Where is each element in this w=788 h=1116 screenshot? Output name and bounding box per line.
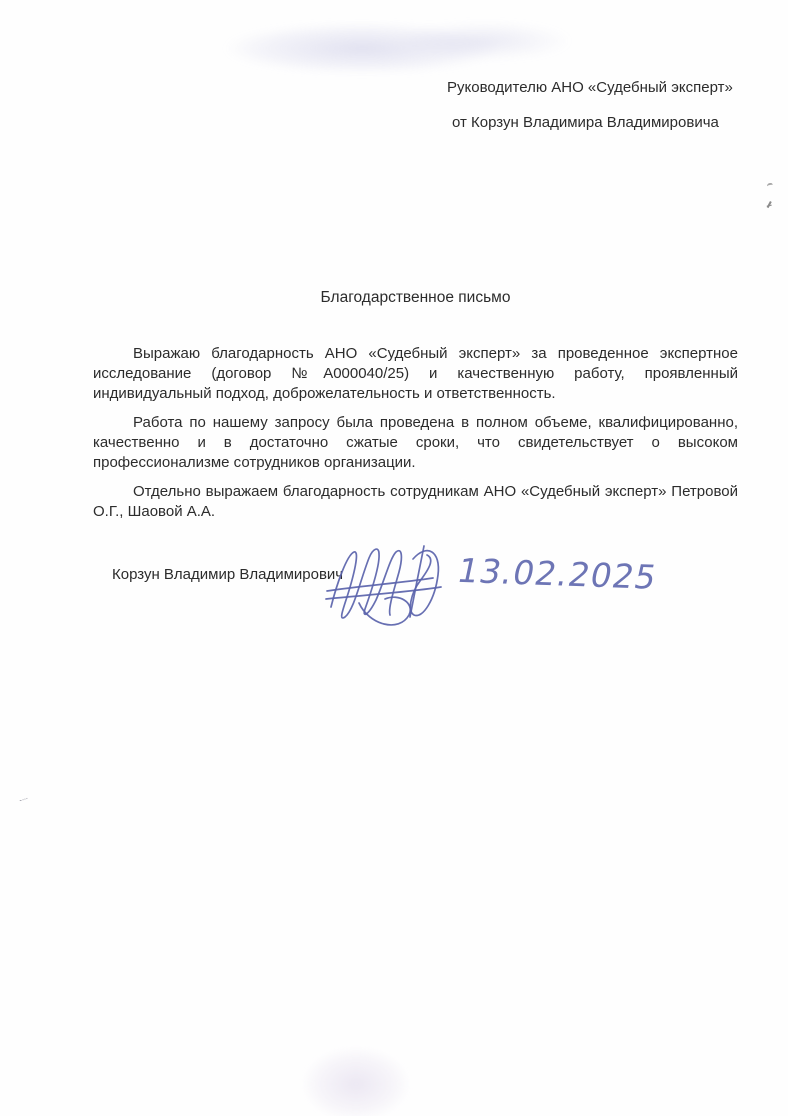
sender-line: от Корзун Владимира Владимировича <box>452 114 719 131</box>
letter-body <box>93 344 738 531</box>
signer-name: Корзун Владимир Владимирович <box>112 566 344 583</box>
paragraph-work-quality: Работа по нашему запросу была проведена в полном объеме, квалифицированно, качественно и в достаточно сжатые сроки, что свидетельствует о высоком профессионализме сотрудников организации. <box>93 414 738 471</box>
scan-smudge-bottom <box>286 1040 426 1116</box>
letter-title: Благодарственное письмо <box>320 289 511 306</box>
recipient-line: Руководителю АНО «Судебный эксперт» <box>447 79 733 96</box>
handwritten-date: 13.02.2025 <box>453 551 661 597</box>
paragraph-staff-thanks: Отдельно выражаем благодарность сотрудникам АНО «Судебный эксперт» Петровой О.Г., Шаовой А.А. <box>93 483 738 520</box>
scan-speck <box>767 201 776 210</box>
scan-speck <box>767 183 774 190</box>
scan-smudge-top <box>190 10 600 72</box>
scan-speck <box>20 798 29 804</box>
recipient-block <box>447 79 733 131</box>
signature-scribble <box>324 541 466 629</box>
paragraph-gratitude: Выражаю благодарность АНО «Судебный эксперт» за проведенное экспертное исследование (договор №А000040/25) и качественную работу, проявленный индивидуальный подход, доброжелательность и ответственность. <box>93 345 738 402</box>
